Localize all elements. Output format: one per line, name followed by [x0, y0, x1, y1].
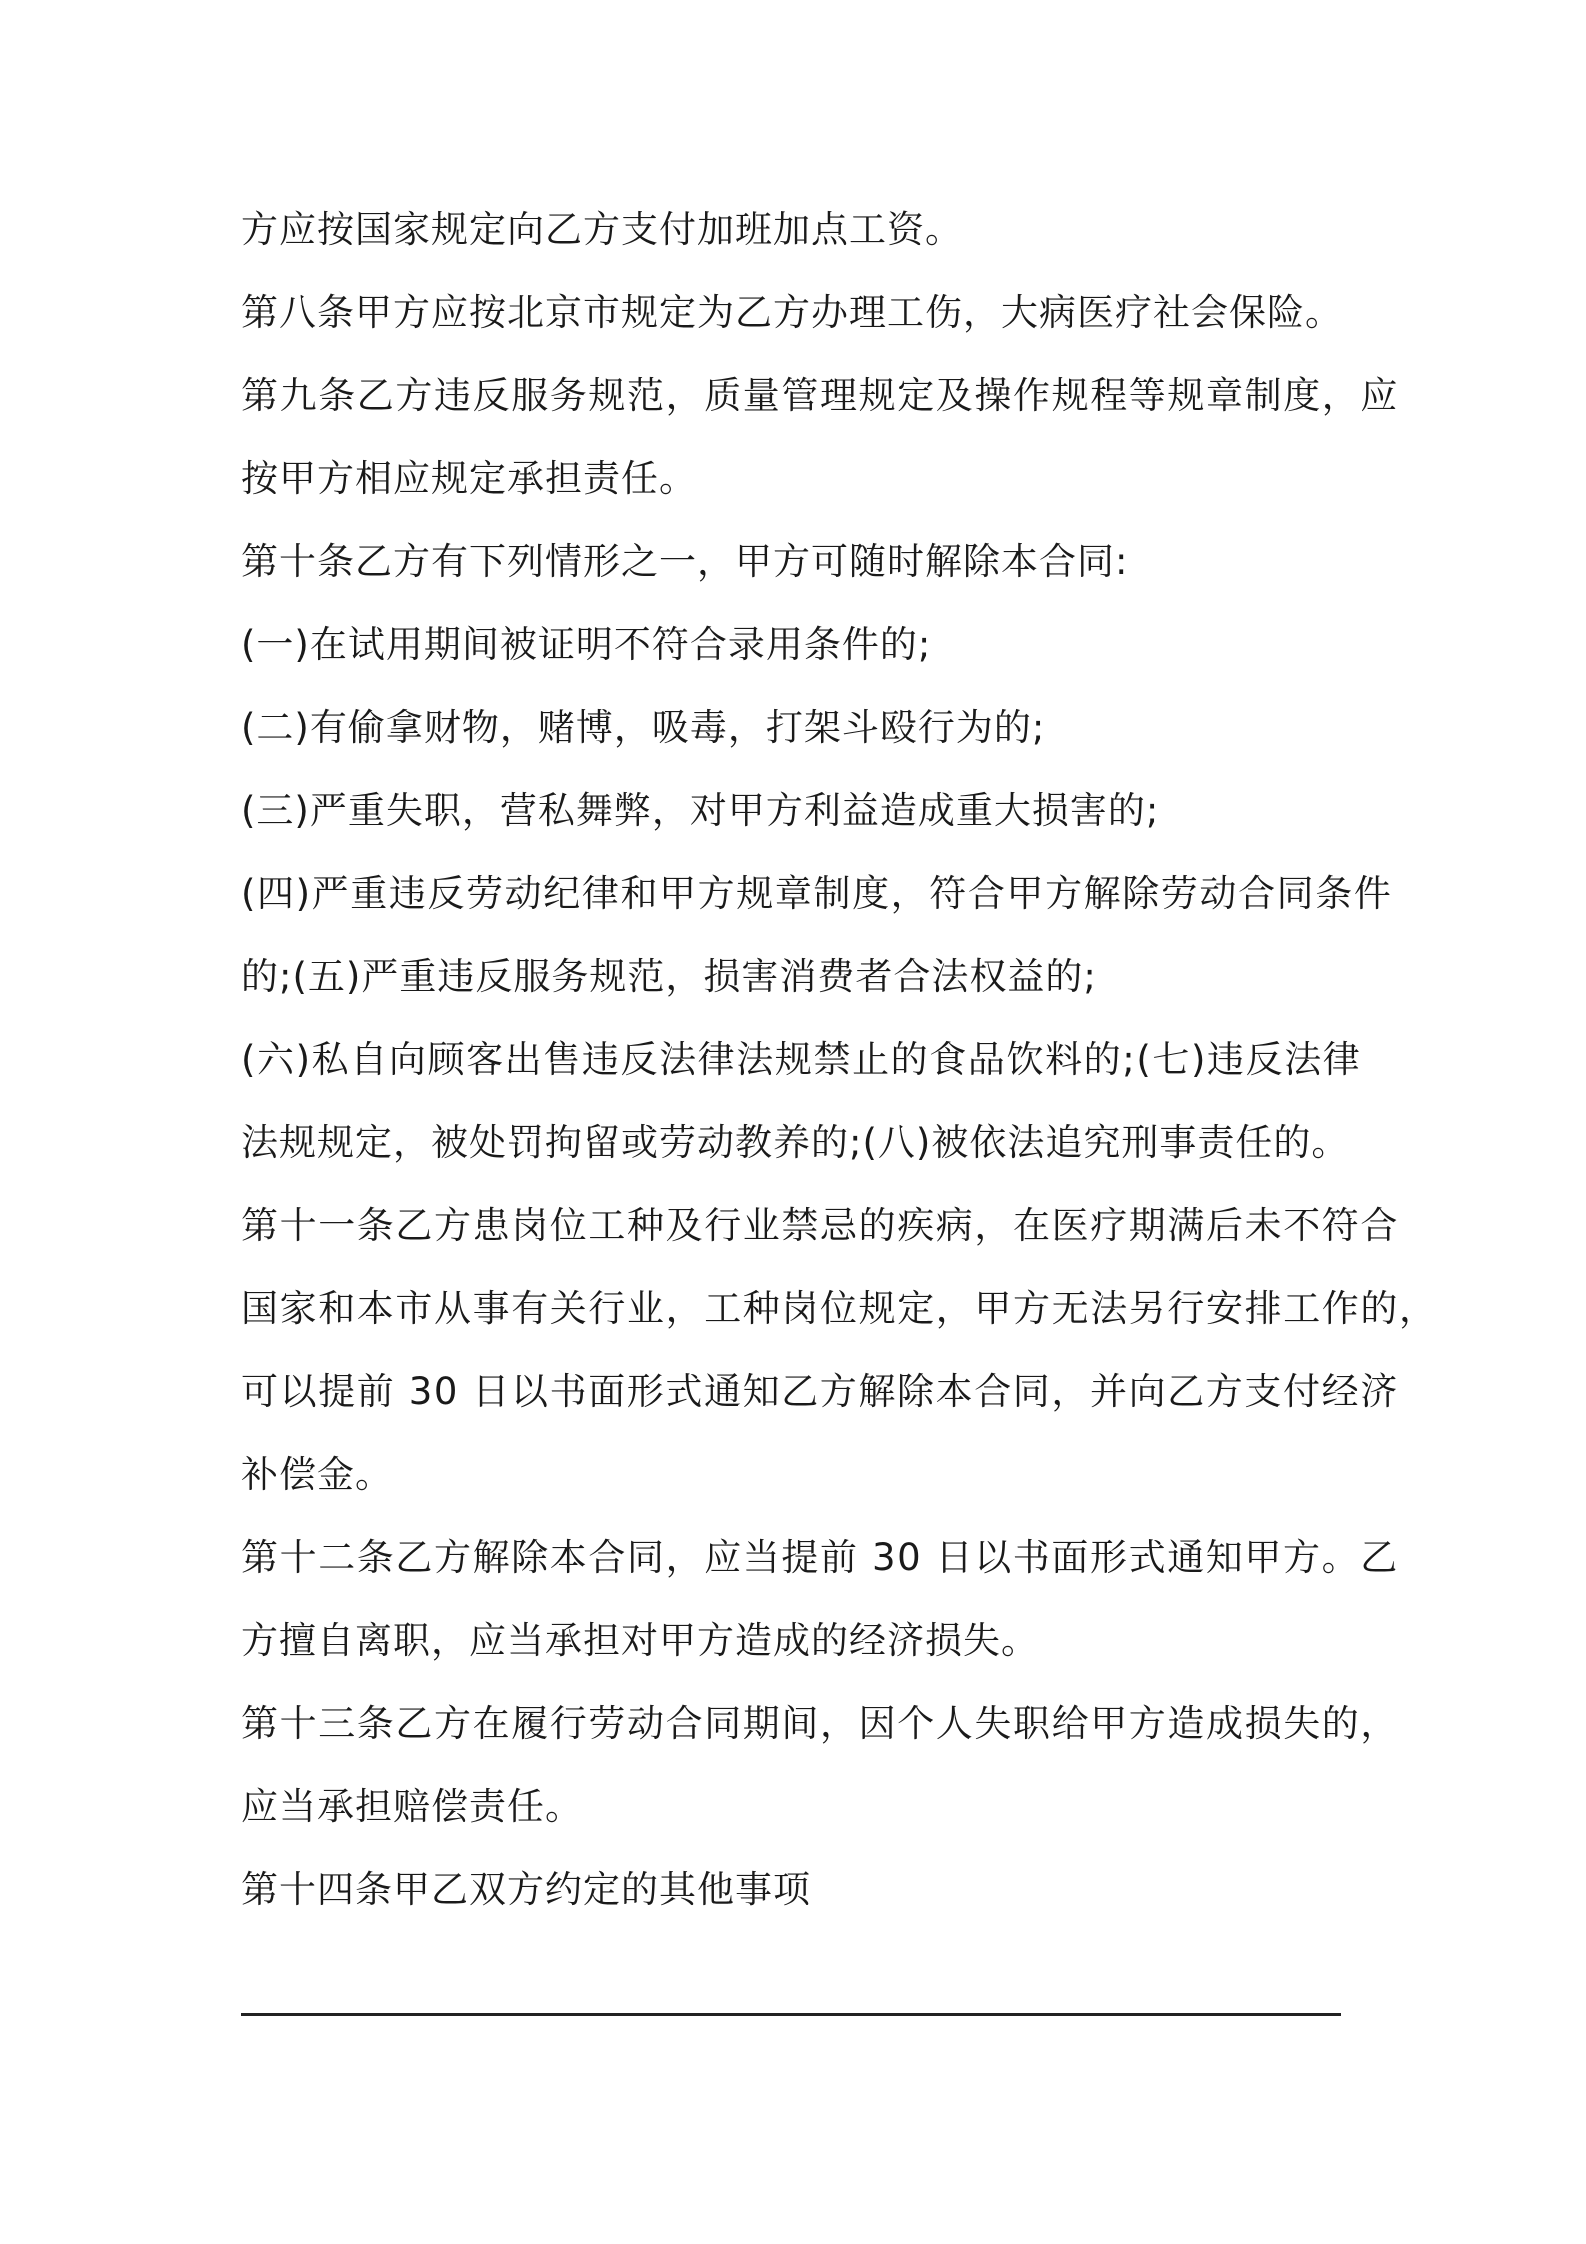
text-line: 第十三条乙方在履行劳动合同期间，因个人失职给甲方造成损失的，	[241, 1702, 1399, 1745]
text-line: (六)私自向顾客出售违反法律法规禁止的食品饮料的;(七)违反法律	[241, 1038, 1362, 1081]
text-line: 按甲方相应规定承担责任。	[241, 457, 697, 500]
text-line: 应当承担赔偿责任。	[241, 1785, 583, 1828]
text-line: 方应按国家规定向乙方支付加班加点工资。	[241, 208, 963, 251]
text-line: (二)有偷拿财物，赌博，吸毒，打架斗殴行为的;	[241, 706, 1046, 749]
text-line: 可以提前 30 日以书面形式通知乙方解除本合同，并向乙方支付经济	[241, 1370, 1399, 1413]
text-line: (三)严重失职，营私舞弊，对甲方利益造成重大损害的;	[241, 789, 1160, 832]
text-line: 第十条乙方有下列情形之一，甲方可随时解除本合同:	[241, 540, 1129, 583]
text-line: 第十四条甲乙双方约定的其他事项	[241, 1868, 811, 1911]
text-line: 方擅自离职，应当承担对甲方造成的经济损失。	[241, 1619, 1039, 1662]
text-line: (四)严重违反劳动纪律和甲方规章制度，符合甲方解除劳动合同条件	[241, 872, 1393, 915]
text-line: 第八条甲方应按北京市规定为乙方办理工伤，大病医疗社会保险。	[241, 291, 1343, 334]
fill-in-blank-line	[241, 2013, 1341, 2016]
text-line: 第十一条乙方患岗位工种及行业禁忌的疾病，在医疗期满后未不符合	[241, 1204, 1399, 1247]
text-line: (一)在试用期间被证明不符合录用条件的;	[241, 623, 932, 666]
text-line: 国家和本市从事有关行业，工种岗位规定，甲方无法另行安排工作的，	[241, 1287, 1438, 1330]
text-line: 第九条乙方违反服务规范，质量管理规定及操作规程等规章制度，应	[241, 374, 1399, 417]
text-line: 的;(五)严重违反服务规范，损害消费者合法权益的;	[241, 955, 1097, 998]
text-line: 补偿金。	[241, 1453, 393, 1496]
text-line: 法规规定，被处罚拘留或劳动教养的;(八)被依法追究刑事责任的。	[241, 1121, 1350, 1164]
text-line: 第十二条乙方解除本合同，应当提前 30 日以书面形式通知甲方。乙	[241, 1536, 1399, 1579]
